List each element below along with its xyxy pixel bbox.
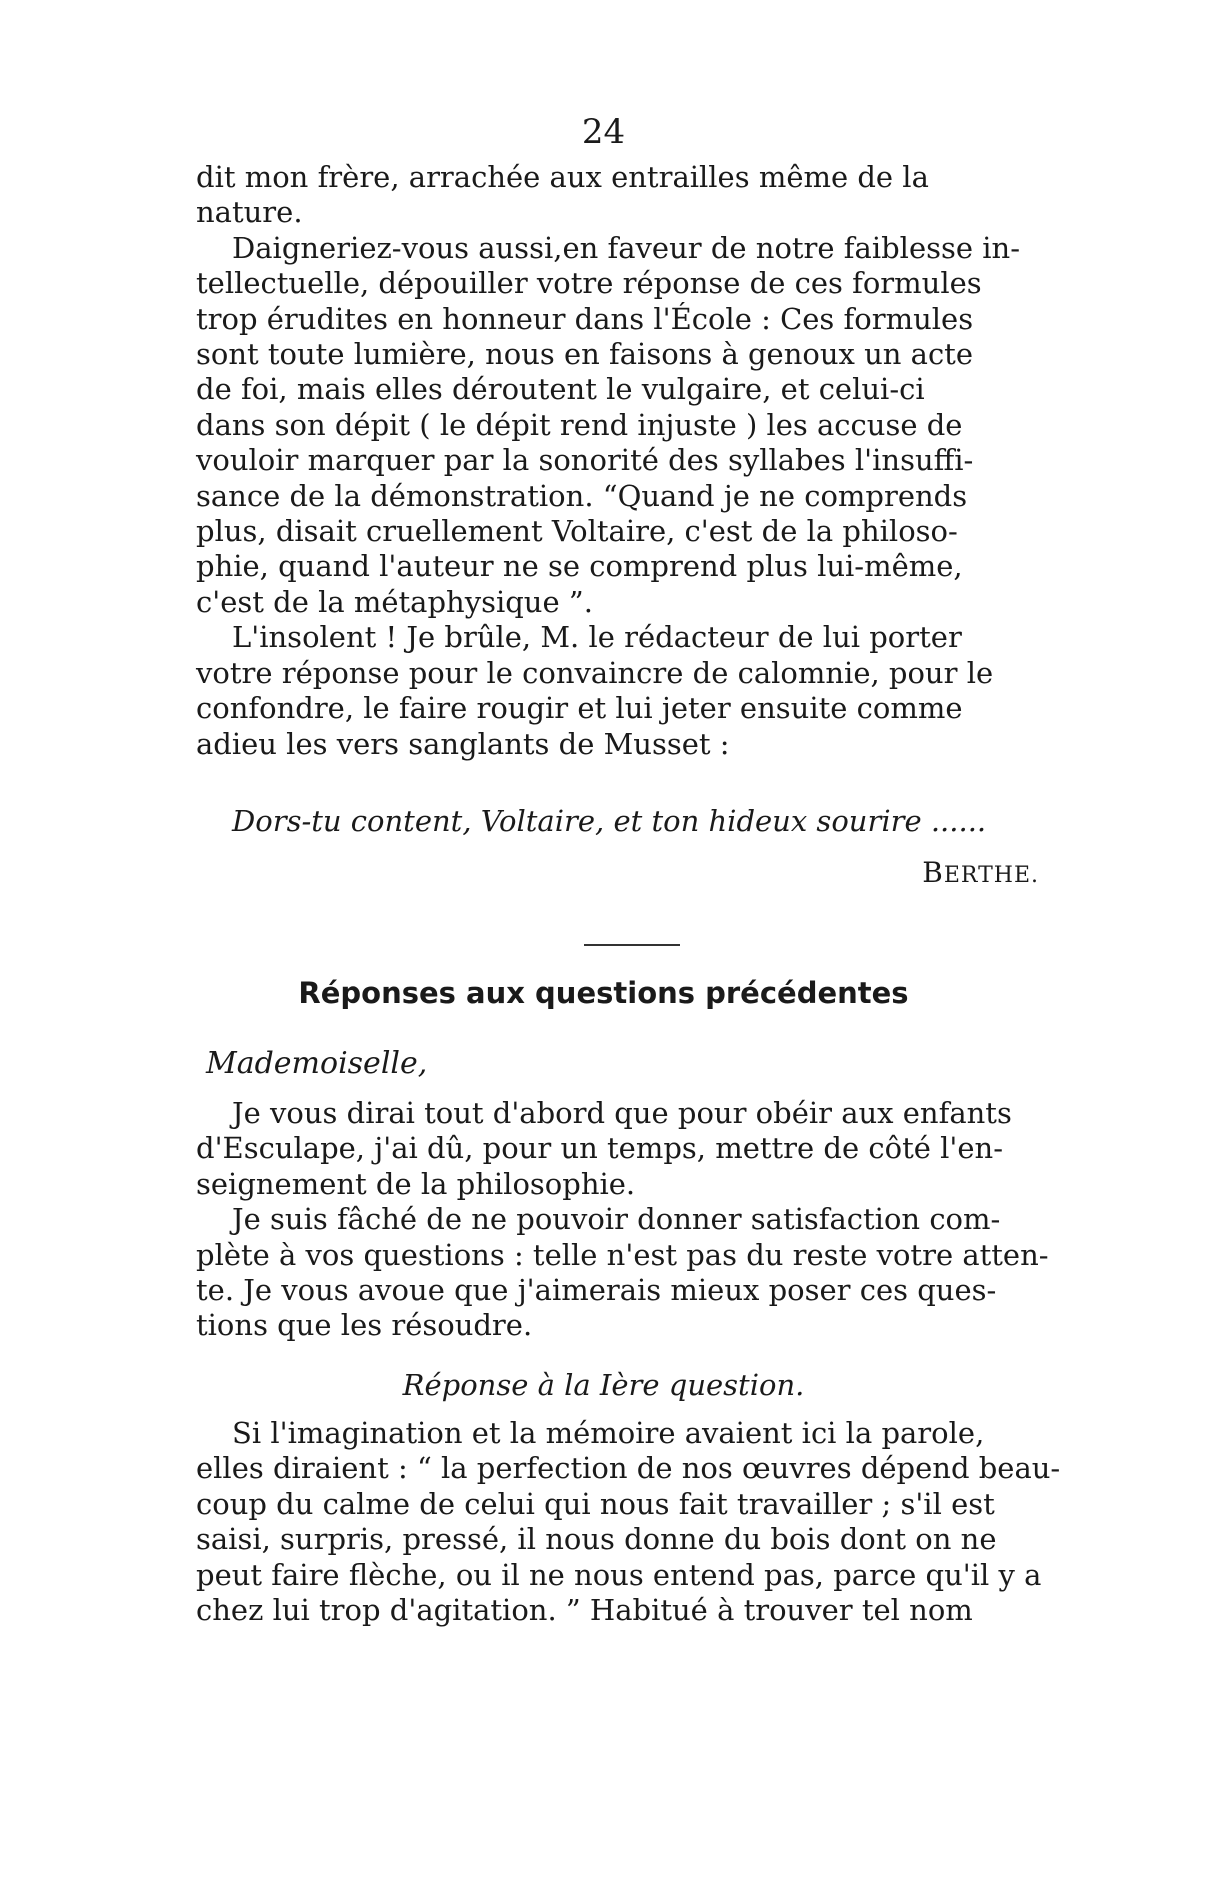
- text-line: chez lui trop d'agitation. ” Habitué à trouver tel nom: [196, 1593, 973, 1628]
- salutation: Mademoiselle,: [206, 1046, 428, 1081]
- text-line: confondre, le faire rougir et lui jeter ensuite comme: [196, 691, 963, 726]
- letter-body: [196, 160, 1076, 762]
- text-line: peut faire flèche, ou il ne nous entend pas, parce qu'il y a: [196, 1557, 1042, 1592]
- verse-quote: Dors-tu content, Voltaire, et ton hideux sourire ......: [232, 804, 987, 838]
- text-line: c'est de la métaphysique ”.: [196, 584, 593, 619]
- signature: [922, 856, 1039, 889]
- text-line: d'Esculape, j'ai dû, pour un temps, mettre de côté l'en-: [196, 1131, 1003, 1166]
- signature-initial: B: [922, 856, 944, 889]
- text-line: votre réponse pour le convaincre de calomnie, pour le: [196, 655, 994, 690]
- letter-paragraph-1: [196, 160, 1076, 231]
- answer-body: [196, 1416, 1076, 1628]
- text-line: Je suis fâché de ne pouvoir donner satisfaction com-: [232, 1202, 1001, 1237]
- reply-paragraph-1: [196, 1096, 1076, 1202]
- letter-paragraph-3: [196, 620, 1076, 762]
- text-line: elles diraient : “ la perfection de nos œuvres dépend beau-: [196, 1451, 1061, 1486]
- text-line: coup du calme de celui qui nous fait travailler ; s'il est: [196, 1486, 995, 1521]
- text-line: vouloir marquer par la sonorité des syllabes l'insuffi-: [196, 443, 974, 478]
- reply-body: [196, 1096, 1076, 1344]
- text-line: nature.: [196, 195, 303, 230]
- text-line: te. Je vous avoue que j'aimerais mieux poser ces ques-: [196, 1273, 997, 1308]
- text-line: L'insolent ! Je brûle, M. le rédacteur de lui porter: [232, 620, 962, 655]
- text-line: adieu les vers sanglants de Musset :: [196, 726, 730, 761]
- answer-paragraph-1: [196, 1416, 1076, 1628]
- answer-subheading: Réponse à la Ière question.: [402, 1368, 805, 1402]
- text-line: dit mon frère, arrachée aux entrailles même de la: [196, 160, 929, 194]
- text-line: Si l'imagination et la mémoire avaient ici la parole,: [232, 1416, 985, 1450]
- text-line: tellectuelle, dépouiller votre réponse de ces formules: [196, 266, 982, 301]
- text-line: sont toute lumière, nous en faisons à genoux un acte: [196, 337, 973, 372]
- page-number: 24: [581, 112, 626, 152]
- text-line: tions que les résoudre.: [196, 1308, 533, 1343]
- text-line: phie, quand l'auteur ne se comprend plus lui-même,: [196, 549, 963, 584]
- text-line: dans son dépit ( le dépit rend injuste ) les accuse de: [196, 407, 963, 442]
- text-line: sance de la démonstration. “Quand je ne comprends: [196, 478, 968, 513]
- text-line: Daigneriez-vous aussi,en faveur de notre faiblesse in-: [232, 230, 1020, 265]
- text-line: trop érudites en honneur dans l'École : Ces formules: [196, 301, 974, 336]
- text-line: plus, disait cruellement Voltaire, c'est de la philoso-: [196, 514, 958, 549]
- section-divider: [584, 944, 680, 946]
- text-line: saisi, surpris, pressé, il nous donne du bois dont on ne: [196, 1522, 997, 1557]
- letter-paragraph-2: [196, 231, 1076, 620]
- reply-paragraph-2: [196, 1202, 1076, 1344]
- signature-rest: ERTHE.: [943, 863, 1039, 888]
- text-line: plète à vos questions : telle n'est pas du reste votre atten-: [196, 1237, 1049, 1272]
- text-line: Je vous dirai tout d'abord que pour obéir aux enfants: [232, 1096, 1012, 1130]
- text-line: seignement de la philosophie.: [196, 1166, 636, 1201]
- section-title: Réponses aux questions précédentes: [298, 976, 909, 1010]
- text-line: de foi, mais elles déroutent le vulgaire, et celui-ci: [196, 372, 925, 407]
